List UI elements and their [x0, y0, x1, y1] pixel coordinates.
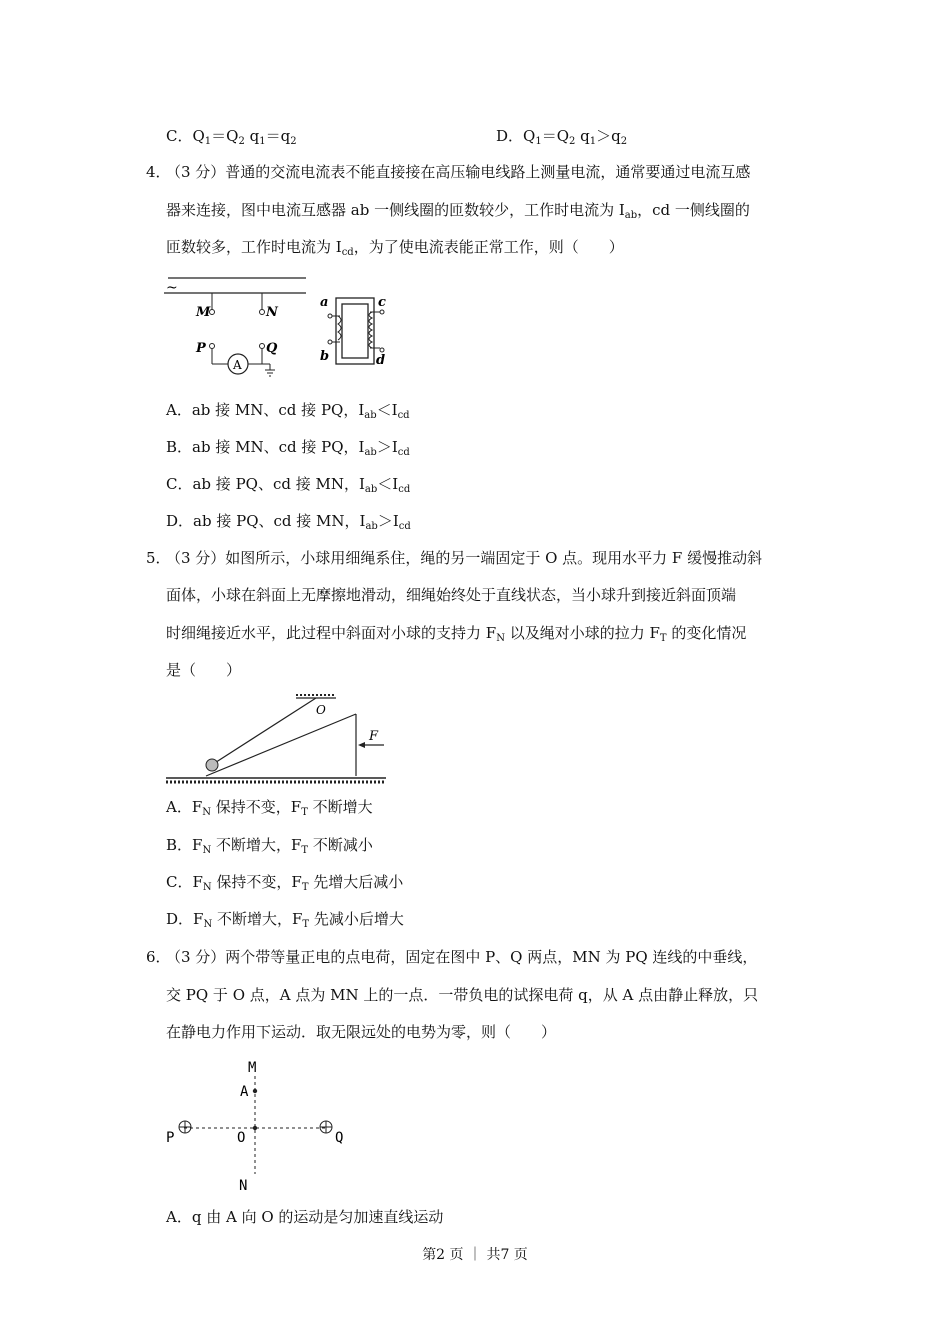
q4-option-d: D．ab 接 PQ、cd 接 MN，$I_{ab}>I_{cd}$ — [166, 512, 411, 532]
terminal-b-label: b — [320, 349, 330, 364]
force-f-label: F — [369, 729, 379, 744]
q4-option-b: B．ab 接 MN、cd 接 PQ，$I_{ab}>I_{cd}$ — [166, 438, 410, 458]
point-q-label: Q — [335, 1130, 344, 1146]
point-o-label: O — [237, 1130, 246, 1146]
point-p-label: P — [166, 1130, 175, 1146]
q3-option-d: D．$Q_1=Q_2$ $q_1>q_2$ — [496, 127, 628, 147]
q4-option-c: C．ab 接 PQ、cd 接 MN，$I_{ab}<I_{cd}$ — [166, 475, 411, 495]
point-n-label: N — [239, 1178, 248, 1194]
point-a-label: A — [240, 1084, 249, 1100]
terminal-n-label: N — [266, 305, 278, 320]
q5-stem-line4: 是（ ） — [166, 661, 242, 679]
q6-stem-line2: 交 PQ 于 O 点，A 点为 MN 上的一点．一带负电的试探电荷 q，从 A 点由静止释放，只 — [166, 986, 759, 1004]
terminal-q-label: Q — [266, 341, 278, 356]
terminal-a-label: a — [320, 295, 329, 310]
ac-tilde-label: ~ — [166, 280, 178, 296]
q6-charges-figure — [160, 1050, 360, 1195]
page-footer: 第2 页 ｜ 共7 页 — [422, 1247, 528, 1263]
terminal-m-label: M — [196, 305, 211, 320]
q4-option-a: A．ab 接 MN、cd 接 PQ，$I_{ab}<I_{cd}$ — [166, 401, 410, 421]
terminal-d-label: d — [376, 353, 386, 368]
q6-stem-line1: （3 分）两个带等量正电的点电荷，固定在图中 P、Q 两点，MN 为 PQ 连线的中垂线， — [166, 948, 758, 966]
q4-transformer-figure — [160, 270, 400, 385]
q4-stem-line1: （3 分）普通的交流电流表不能直接接在高压输电线路上测量电流，通常要通过电流互感 — [166, 163, 751, 181]
ammeter-label: A — [233, 358, 242, 372]
q5-stem-line2: 面体，小球在斜面上无摩擦地滑动，细绳始终处于直线状态，当小球升到接近斜面顶端 — [166, 586, 737, 604]
q5-number: 5． — [146, 549, 171, 567]
ball — [206, 759, 218, 771]
q5-stem-line1: （3 分）如图所示，小球用细绳系住，绳的另一端固定于 O 点。现用水平力 F 缓慢推动斜 — [166, 549, 763, 567]
q5-option-a: A．$F_N$ 保持不变，$F_T$ 不断增大 — [166, 798, 373, 818]
q4-stem-line2: 器来连接，图中电流互感器 ab 一侧线圈的匝数较少，工作时电流为 $I_{ab}$，cd 一侧线圈的 — [166, 201, 750, 221]
terminal-c-label: c — [378, 295, 386, 310]
q6-option-a: A．q 由 A 向 O 的运动是匀加速直线运动 — [166, 1208, 444, 1226]
q5-option-c: C．$F_N$ 保持不变，$F_T$ 先增大后减小 — [166, 873, 404, 893]
point-m-label: M — [248, 1060, 257, 1076]
pivot-o-label: O — [316, 703, 326, 717]
q5-option-b: B．$F_N$ 不断增大，$F_T$ 不断减小 — [166, 836, 373, 856]
terminal-p-label: P — [196, 341, 206, 356]
q4-stem-line3: 匝数较多，工作时电流为 $I_{cd}$，为了使电流表能正常工作，则（ ） — [166, 238, 624, 258]
q6-number: 6． — [146, 948, 171, 966]
q5-stem-line3: 时细绳接近水平，此过程中斜面对小球的支持力 $F_N$ 以及绳对小球的拉力 $F_T$ 的变化情况 — [166, 624, 747, 644]
q5-incline-figure — [166, 690, 396, 790]
q4-number: 4． — [146, 163, 171, 181]
q5-option-d: D．$F_N$ 不断增大，$F_T$ 先减小后增大 — [166, 910, 404, 930]
q3-option-c: C．$Q_1=Q_2$ $q_1=q_2$ — [166, 127, 297, 147]
q6-stem-line3: 在静电力作用下运动．取无限远处的电势为零，则（ ） — [166, 1023, 557, 1041]
